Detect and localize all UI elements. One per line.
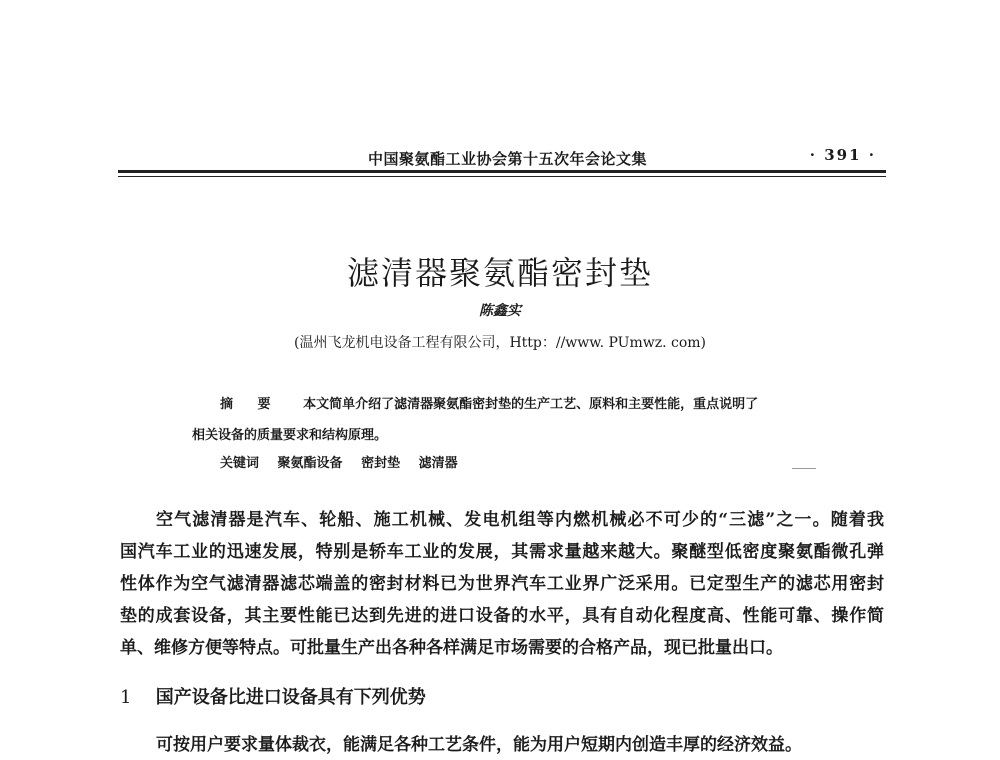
keyword-item: 密封垫 [361,456,401,471]
abstract-text-line1: 本文简单介绍了滤清器聚氨酯密封垫的生产工艺、原料和主要性能，重点说明了 [303,397,759,412]
running-head [118,146,886,168]
body-paragraph-line: 单、维修方便等特点。可批量生产出各种各样满足市场需要的合格产品，现已批量出口。 [120,638,783,658]
body-paragraph-line: 国汽车工业的迅速发展，特别是轿车工业的发展，其需求量越来越大。聚醚型低密度聚氨酯微孔弹 [120,542,884,562]
header-rule-thin [118,176,886,177]
scan-artifact-line [792,468,816,469]
abstract-text-line2: 相关设备的质量要求和结构原理。 [192,428,388,443]
section-heading [120,683,426,709]
section-title: 国产设备比进口设备具有下列优势 [155,687,426,708]
affiliation: (温州飞龙机电设备工程有限公司，Http：//www. PUmwz. com) [293,335,707,351]
abstract-label: 摘 要 [220,397,281,412]
paper-title: 滤清器聚氨酯密封垫 [346,254,653,292]
keywords-label: 关键词 [220,456,260,471]
journal-title: 中国聚氨酯工业协会第十五次年会论文集 [368,150,648,168]
keyword-item: 聚氨酯设备 [277,456,343,471]
body-paragraph-line: 垫的成套设备，其主要性能已达到先进的进口设备的水平，具有自动化程度高、性能可靠、操作简 [120,606,884,626]
header-rule-thick [118,170,886,173]
keyword-item: 滤清器 [418,456,458,471]
body-paragraph-line: 空气滤清器是汽车、轮船、施工机械、发电机组等内燃机械必不可少的“三滤”之一。随着我 [156,510,884,530]
body-paragraph-line: 可按用户要求量体裁衣，能满足各种工艺条件，能为用户短期内创造丰厚的经济效益。 [156,735,802,755]
author: 陈鑫实 [479,303,521,319]
page-number: · 391 · [809,146,876,164]
abstract [220,393,758,412]
body-paragraph-line: 性体作为空气滤清器滤芯端盖的密封材料已为世界汽车工业界广泛采用。已定型生产的滤芯用密封 [120,574,884,594]
keywords [220,452,472,471]
section-number: 1 [120,687,132,708]
